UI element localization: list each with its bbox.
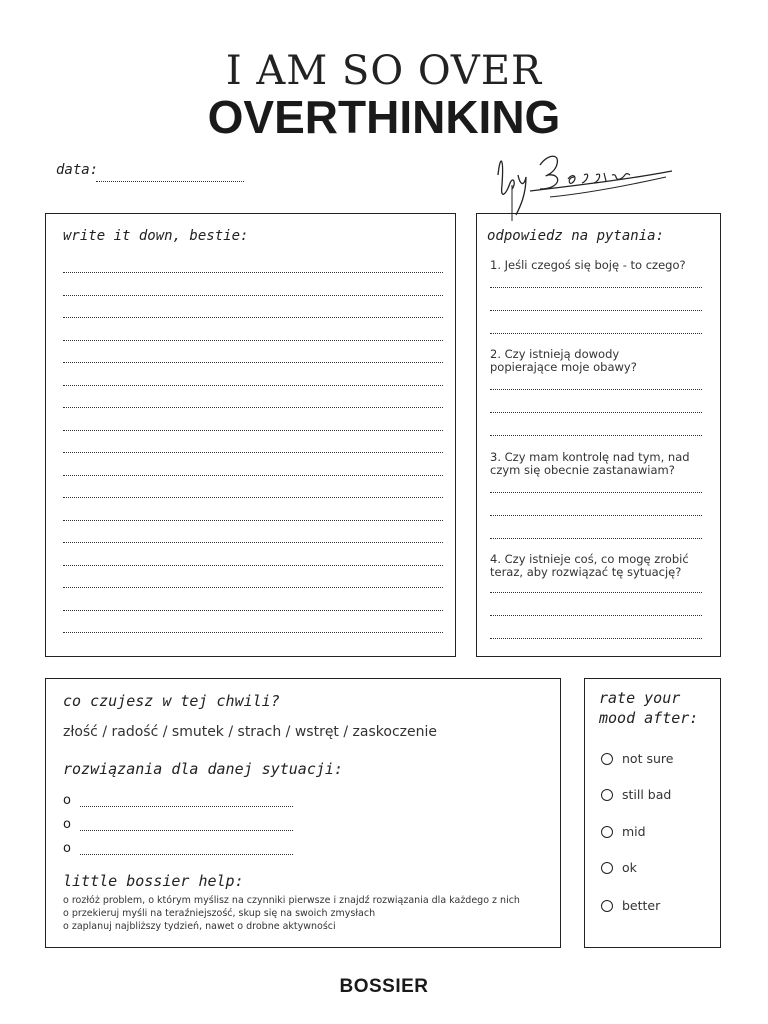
writing-line[interactable] xyxy=(63,385,443,386)
solution-line[interactable] xyxy=(80,806,293,807)
mood-title-line-2: mood after: xyxy=(599,709,699,727)
writing-line[interactable] xyxy=(63,362,443,363)
solution-bullet: o xyxy=(63,793,71,808)
writing-line[interactable] xyxy=(63,520,443,521)
mood-radio-mid[interactable] xyxy=(601,826,613,838)
solutions-title: rozwiązania dla danej sytuacji: xyxy=(63,760,343,778)
help-tip-2: o przekieruj myśli na teraźniejszość, skup się na swoich zmysłach xyxy=(63,908,376,919)
date-field[interactable] xyxy=(96,181,244,182)
mood-option-label: still bad xyxy=(622,787,672,802)
writing-line[interactable] xyxy=(63,587,443,588)
write-box-title: write it down, bestie: xyxy=(63,228,249,244)
writing-line[interactable] xyxy=(63,542,443,543)
title-line-2: OVERTHINKING xyxy=(207,91,561,143)
writing-line[interactable] xyxy=(63,295,443,296)
writing-line[interactable] xyxy=(63,317,443,318)
write-box xyxy=(45,213,456,657)
question-3: 3. Czy mam kontrolę nad tym, nad czym się obecnie zastanawiam? xyxy=(490,450,690,477)
solution-line[interactable] xyxy=(80,830,293,831)
solution-line[interactable] xyxy=(80,854,293,855)
answer-line[interactable] xyxy=(490,615,702,616)
answer-line[interactable] xyxy=(490,592,702,593)
feelings-title: co czujesz w tej chwili? xyxy=(63,692,280,710)
mood-option-label: ok xyxy=(622,860,637,875)
writing-line[interactable] xyxy=(63,632,443,633)
help-title: little bossier help: xyxy=(63,872,244,890)
answer-line[interactable] xyxy=(490,538,702,539)
answer-line[interactable] xyxy=(490,412,702,413)
date-label: data: xyxy=(56,162,99,178)
mood-option-label: better xyxy=(622,898,661,913)
solution-bullet: o xyxy=(63,841,71,856)
answer-line[interactable] xyxy=(490,287,702,288)
writing-line[interactable] xyxy=(63,610,443,611)
writing-line[interactable] xyxy=(63,407,443,408)
writing-line[interactable] xyxy=(63,340,443,341)
writing-line[interactable] xyxy=(63,452,443,453)
mood-option-label: not sure xyxy=(622,751,674,766)
writing-line[interactable] xyxy=(63,430,443,431)
writing-line[interactable] xyxy=(63,565,443,566)
questions-box-title: odpowiedz na pytania: xyxy=(487,228,665,244)
answer-line[interactable] xyxy=(490,333,702,334)
help-tip-1: o rozłóż problem, o którym myślisz na czynniki pierwsze i znajdź rozwiązania dla każdego z nich xyxy=(63,895,520,906)
answer-line[interactable] xyxy=(490,389,702,390)
mood-radio-better[interactable] xyxy=(601,900,613,912)
mood-radio-still-bad[interactable] xyxy=(601,789,613,801)
mood-title-line-1: rate your xyxy=(599,689,681,707)
answer-line[interactable] xyxy=(490,435,702,436)
mood-option-label: mid xyxy=(622,824,646,839)
brand-logo: BOSSIER xyxy=(339,976,429,997)
emotions-list: złość / radość / smutek / strach / wstręt / zaskoczenie xyxy=(63,724,437,740)
answer-line[interactable] xyxy=(490,515,702,516)
answer-line[interactable] xyxy=(490,492,702,493)
question-1: 1. Jeśli czegoś się boję - to czego? xyxy=(490,258,686,272)
solution-bullet: o xyxy=(63,817,71,832)
answer-line[interactable] xyxy=(490,310,702,311)
help-tip-3: o zaplanuj najbliższy tydzień, nawet o drobne aktywności xyxy=(63,921,336,932)
question-4: 4. Czy istnieje coś, co mogę zrobić teraz, aby rozwiązać tę sytuację? xyxy=(490,552,689,579)
answer-line[interactable] xyxy=(490,638,702,639)
writing-line[interactable] xyxy=(63,497,443,498)
title-line-1: I AM SO OVER xyxy=(225,48,543,94)
mood-radio-ok[interactable] xyxy=(601,862,613,874)
writing-line[interactable] xyxy=(63,272,443,273)
mood-radio-not-sure[interactable] xyxy=(601,753,613,765)
writing-line[interactable] xyxy=(63,475,443,476)
question-2: 2. Czy istnieją dowody popierające moje obawy? xyxy=(490,347,637,374)
